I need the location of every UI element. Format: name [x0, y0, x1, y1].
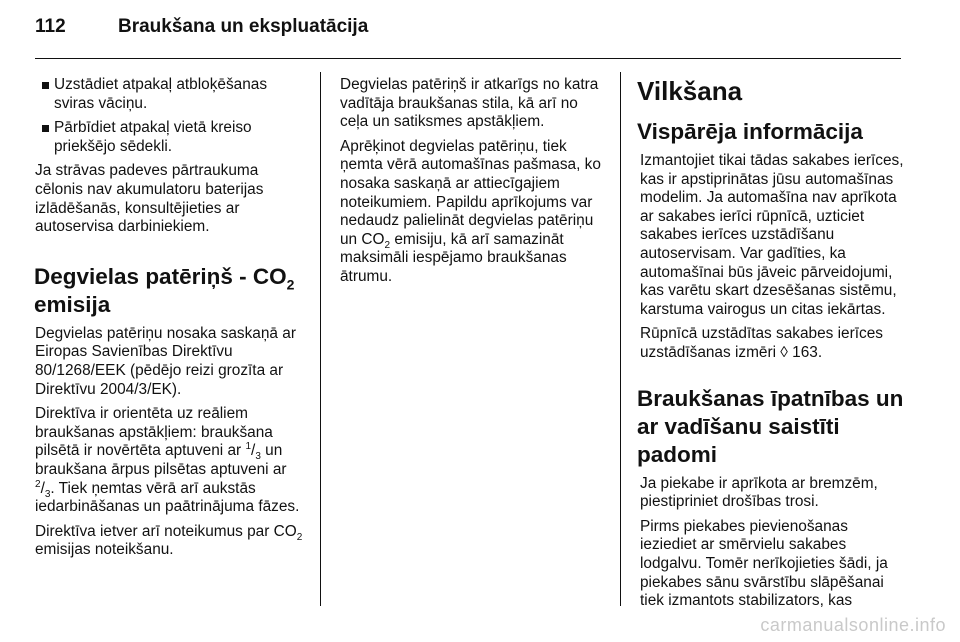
- paragraph: Ja strāvas padeves pārtraukuma cēlonis nav akumulatoru baterijas izlādēšanās, konsultējieties ar autoservisa darbiniekiem.: [35, 162, 264, 236]
- bullet-square-icon: [42, 82, 49, 89]
- page-reference-icon: ◊: [780, 343, 788, 361]
- header-divider: [35, 58, 901, 59]
- page-number: 112: [35, 16, 66, 37]
- paragraph: Rūpnīcā uzstādītas sakabes ierīces uzstādīšanas izmēri ◊ 163.: [640, 325, 883, 361]
- paragraph: Pirms piekabes pievienošanas ieziediet ar smērvielu sakabes lodgalvu. Tomēr nerīkojieties šādi, ja piekabes sānu svārstību slāpēšanai tiek izmantots stabilizators, kas: [640, 517, 888, 610]
- paragraph: Direktīva ietver arī noteikumus par $CO_2$ emisijas noteikšanu.: [35, 522, 303, 559]
- paragraph: Degvielas patēriņš ir atkarīgs no katra vadītāja braukšanas stila, kā arī no ceļa un satiksmes apstākļiem.: [340, 76, 599, 131]
- paragraph: Ja piekabe ir aprīkota ar bremzēm, piestipriniet drošības trosi.: [640, 474, 878, 511]
- column-1: [35, 76, 303, 566]
- column-divider-2: [620, 72, 621, 606]
- bullet-square-icon: [42, 125, 49, 132]
- chapter-heading-towing: Vilkšana: [637, 76, 743, 106]
- section-heading-fuel-consumption: Degvielas patēriņš - $CO_2$ emisija: [34, 263, 295, 317]
- page-title: Braukšana un ekspluatācija: [118, 16, 369, 37]
- paragraph: Aprēķinot degvielas patēriņu, tiek ņemta vērā automašīnas pašmasa, ko nosaka saskaņā ar attiecīgajiem noteikumiem. Papildu aprīkojums var nedaudz palielināt degvielas patēriņu un $CO_2$ emisiju, kā arī samazināt maksimāli iespējamo braukšanas ātrumu.: [340, 137, 601, 285]
- section-heading-general-info: Vispārēja informācija: [637, 119, 863, 144]
- paragraph: Direktīva ir orientēta uz reāliem braukšanas apstākļiem: braukšana pilsētā ir novērtēta aptuveni ar $^1/_3$ un braukšana ārpus pilsētas aptuveni ar $^2/_3$. Tiek ņemtas vērā arī aukstās iedarbināšanas un paātrinājuma fāzes.: [35, 405, 300, 516]
- column-2: [340, 76, 606, 293]
- paragraph: Izmantojiet tikai tādas sakabes ierīces, kas ir apstiprinātas jūsu automašīnas modelim. Ja automašīna nav aprīkota ar sakabes ierīci rūpnīcā, uzticiet sakabes ierīces uzstādīšanu autoservisam. Var gadīties, ka automašīnai būs jāveic pārveidojumi, kas varētu skart dzesēšanas sistēmu, karstuma vairogus un citas iekārtas.: [640, 152, 904, 318]
- bullet-item: Uzstādiet atpakaļ atbloķēšanas sviras vāciņu.: [35, 76, 303, 113]
- column-3: [638, 76, 904, 617]
- watermark: carmanualsonline.info: [760, 615, 946, 635]
- section-heading-driving-tips: Braukšanas īpatnības un ar vadīšanu saistīti padomi: [637, 385, 904, 467]
- page-header: [35, 16, 368, 38]
- paragraph: Degvielas patēriņu nosaka saskaņā ar Eiropas Savienības Direktīvu 80/1268/EEK (pēdējo reizi grozīta ar Direktīvu 2004/3/EK).: [35, 324, 296, 398]
- bullet-item: Pārbīdiet atpakaļ vietā kreiso priekšējo sēdekli.: [35, 119, 303, 156]
- column-divider-1: [320, 72, 321, 606]
